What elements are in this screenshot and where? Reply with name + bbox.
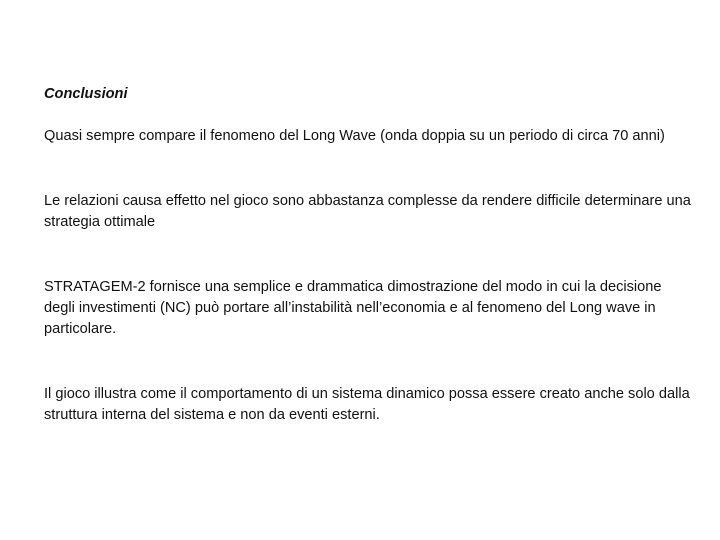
paragraph-stratagem: STRATAGEM-2 fornisce una semplice e drammatica dimostrazione del modo in cui la decisione degli investimenti (NC) può portare all’instabilità nell’economia e al fenomeno del Long wave in particolare. — [44, 279, 662, 337]
slide-title: Conclusioni — [44, 86, 128, 102]
paragraph-cause-effect: Le relazioni causa effetto nel gioco sono abbastanza complesse da rendere difficile determinare una strategia ottimale — [44, 193, 691, 230]
paragraph-dynamic-system: Il gioco illustra come il comportamento di un sistema dinamico possa essere creato anche solo dalla struttura interna del sistema e non da eventi esterni. — [44, 386, 690, 423]
paragraph-long-wave: Quasi sempre compare il fenomeno del Long Wave (onda doppia su un periodo di circa 70 anni) — [44, 128, 665, 144]
